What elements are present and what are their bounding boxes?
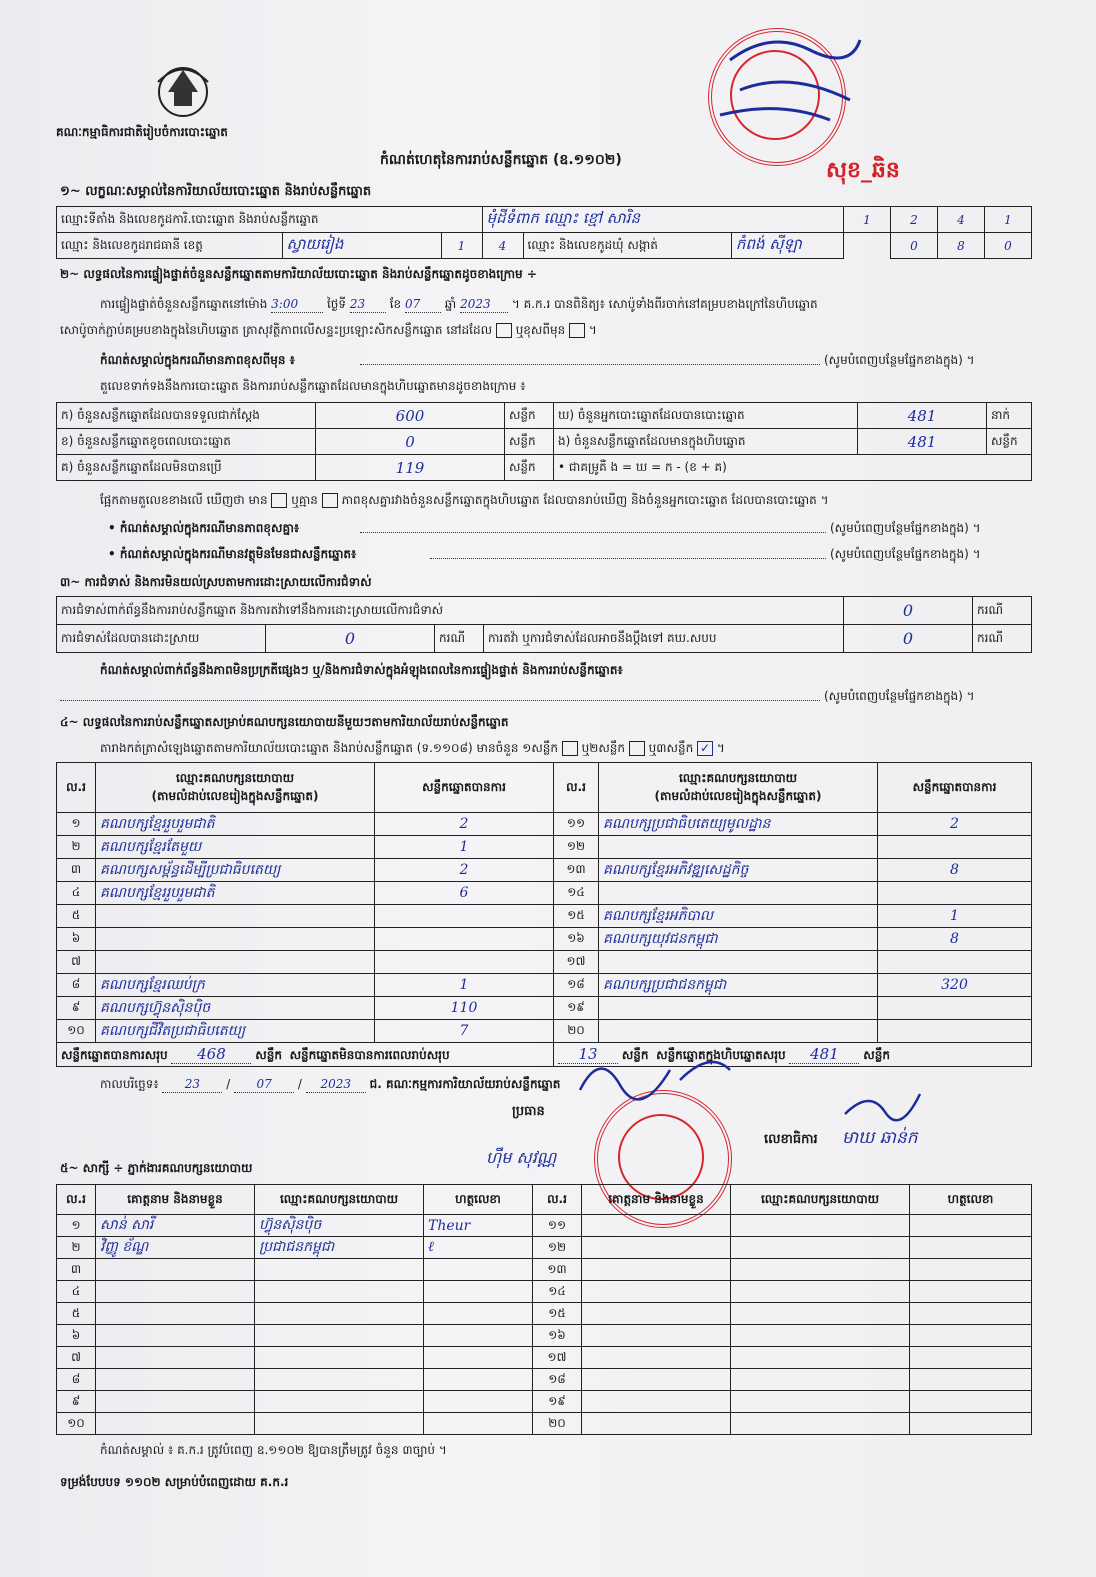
witness-party-r bbox=[731, 1325, 910, 1347]
col-party-r-subtitle: (តាមលំដាប់លេខរៀងក្នុងសន្លឹកឆ្នោត) bbox=[654, 788, 822, 803]
count-a-label: ក) ចំនួនសន្លឹកឆ្នោតដែលបានទទួលជាក់ស្តែង bbox=[57, 403, 316, 429]
results-row bbox=[57, 905, 1032, 928]
province-value: ស្វាយរៀង bbox=[282, 233, 441, 259]
total-valid-value: 468 bbox=[171, 1045, 251, 1064]
result-party-r bbox=[599, 882, 878, 905]
witness-no: ៣ bbox=[57, 1259, 96, 1281]
province-code-2: 4 bbox=[482, 233, 523, 259]
witness-no: ៤ bbox=[57, 1281, 96, 1303]
form-footer: ទម្រង់បែបបទ ១១០២ សម្រាប់បំពេញដោយ គ.ក.រ bbox=[60, 1475, 289, 1489]
result-no: ៦ bbox=[57, 928, 96, 951]
top-signature bbox=[700, 20, 880, 140]
witness-name-r bbox=[582, 1215, 731, 1237]
sec1-heading: ១~ លក្ខណៈសម្គាល់នៃការិយាល័យបោះឆ្នោត និងរាប់សន្លឹកឆ្នោត bbox=[60, 184, 372, 199]
witness-no: ១០ bbox=[57, 1413, 96, 1435]
objections-unit: ករណី bbox=[973, 597, 1032, 625]
witness-party-r bbox=[731, 1369, 910, 1391]
result-no-r: ១៤ bbox=[554, 882, 599, 905]
result-votes: 2 bbox=[375, 813, 554, 836]
station-code-3: 4 bbox=[938, 207, 985, 233]
result-no: ៣ bbox=[57, 859, 96, 882]
para1-year-label: ឆ្នាំ bbox=[444, 297, 457, 311]
witness-no: ២ bbox=[57, 1237, 96, 1259]
station-table bbox=[56, 206, 1032, 259]
witness-row bbox=[57, 1215, 1032, 1237]
year-value: 2023 bbox=[460, 296, 508, 313]
witness-party bbox=[255, 1259, 424, 1281]
witness-no-r: ១៦ bbox=[533, 1325, 582, 1347]
bullet1-line bbox=[360, 532, 826, 533]
witness-no: ៨ bbox=[57, 1369, 96, 1391]
witness-no-r: ១៧ bbox=[533, 1347, 582, 1369]
appeal-unit: ករណី bbox=[973, 625, 1032, 653]
result-votes-r bbox=[878, 997, 1032, 1020]
witness-name bbox=[96, 1369, 255, 1391]
result-party-r: គណបក្សខ្មែរអភិវឌ្ឍសេដ្ឋកិច្ច bbox=[599, 859, 878, 882]
witness-row bbox=[57, 1303, 1032, 1325]
org-name: គណៈកម្មាធិការជាតិរៀបចំការបោះឆ្នោត bbox=[56, 125, 228, 139]
fill-more-1: (សូមបំពេញបន្ថែមផ្នែកខាងក្នុង) ។ bbox=[824, 353, 975, 367]
result-votes bbox=[375, 928, 554, 951]
witness-name-r bbox=[582, 1413, 731, 1435]
station-value: មុំដីទំពាក ឈ្មោះ ខ្មៅ សារិន bbox=[482, 207, 844, 233]
witness-signature-r bbox=[910, 1347, 1032, 1369]
result-votes-r: 1 bbox=[878, 905, 1032, 928]
w-col-sig: ហត្ថលេខា bbox=[424, 1185, 533, 1215]
witness-name bbox=[96, 1347, 255, 1369]
sec3-heading: ៣~ ការជំទាស់ និងការមិនយល់ស្របតាមការដោះស្រាយលើការជំទាស់ bbox=[60, 575, 372, 589]
result-party: គណបក្សខ្មែរឈប់ក្រ bbox=[96, 974, 375, 997]
col-votes: សន្លឹកឆ្នោតបានការ bbox=[375, 763, 554, 813]
witness-signature-r bbox=[910, 1325, 1032, 1347]
count-c-label: គ) ចំនួនសន្លឹកឆ្នោតដែលមិនបានប្រើ bbox=[57, 455, 316, 481]
nec-logo bbox=[148, 52, 218, 120]
witness-name bbox=[96, 1303, 255, 1325]
witness-row bbox=[57, 1391, 1032, 1413]
president-label: ប្រធាន bbox=[512, 1104, 545, 1119]
result-votes bbox=[375, 905, 554, 928]
committee-label: ជ. គណៈកម្មការការិយាល័យរាប់សន្លឹកឆ្នោត bbox=[369, 1077, 561, 1091]
witness-signature bbox=[424, 1259, 533, 1281]
province-label: ឈ្មោះ និងលេខកូដរាជធានី ខេត្ត bbox=[57, 233, 283, 259]
objections-label: ការជំទាស់ពាក់ព័ន្ធនឹងការរាប់សន្លឹកឆ្នោត និងការតវ៉ាទៅនឹងការដោះស្រាយលើការជំទាស់ bbox=[57, 597, 844, 625]
para1-text-a: ការផ្ទៀងផ្ទាត់ចំនួនសន្លឹកឆ្នោតនៅម៉ោង bbox=[100, 297, 268, 311]
witness-party-r bbox=[731, 1413, 910, 1435]
result-party-r: គណបក្សយុវជនកម្ពុជា bbox=[599, 928, 878, 951]
count-d-value: 481 bbox=[858, 403, 987, 429]
total-box-value: 481 bbox=[789, 1045, 859, 1064]
result-party: គណបក្សជីវិតប្រជាធិបតេយ្យ bbox=[96, 1020, 375, 1043]
witness-name-r bbox=[582, 1237, 731, 1259]
witness-no-r: ១៣ bbox=[533, 1259, 582, 1281]
intro-two: ឬ២សន្លឹក bbox=[581, 741, 626, 755]
total-valid-label: សន្លឹកឆ្នោតបានការសរុប bbox=[61, 1047, 168, 1062]
result-no: ៧ bbox=[57, 951, 96, 974]
sec5-note: កំណត់សម្គាល់ ៖ គ.ក.រ ត្រូវបំពេញ ឧ.១១០២ ឱ្យបានត្រឹមត្រូវ ចំនួន ៣ច្បាប់ ។ bbox=[100, 1443, 447, 1457]
witness-body bbox=[57, 1215, 1032, 1435]
w-col-party-r: ឈ្មោះគណបក្សនយោបាយ bbox=[731, 1185, 910, 1215]
corner-note: សុខ_ឆិន bbox=[826, 158, 900, 183]
president-signature bbox=[560, 1040, 760, 1110]
commune-code-2: 8 bbox=[938, 233, 985, 259]
para2-or: ឬខុសពីមុន bbox=[515, 323, 566, 337]
witness-party-r bbox=[731, 1215, 910, 1237]
count-c-value: 119 bbox=[316, 455, 505, 481]
results-row bbox=[57, 951, 1032, 974]
witness-party-r bbox=[731, 1237, 910, 1259]
result-votes-r: 8 bbox=[878, 928, 1032, 951]
commune-code-1: 0 bbox=[891, 233, 938, 259]
witness-name bbox=[96, 1413, 255, 1435]
witness-row bbox=[57, 1413, 1032, 1435]
result-no: ១ bbox=[57, 813, 96, 836]
result-votes-r bbox=[878, 1020, 1032, 1043]
witness-name bbox=[96, 1281, 255, 1303]
witness-party: ហ៊្វុនស៊ិនប៉ិច bbox=[255, 1215, 424, 1237]
secretary-name: មាឃ ឆាន់ក bbox=[842, 1128, 918, 1148]
date-year: 2023 bbox=[306, 1076, 366, 1093]
witness-party-r bbox=[731, 1391, 910, 1413]
result-no-r: ១៥ bbox=[554, 905, 599, 928]
station-code-4: 1 bbox=[985, 207, 1032, 233]
witness-signature bbox=[424, 1369, 533, 1391]
count-b-value: 0 bbox=[316, 429, 505, 455]
result-votes: 2 bbox=[375, 859, 554, 882]
result-no-r: ១៩ bbox=[554, 997, 599, 1020]
witness-signature-r bbox=[910, 1303, 1032, 1325]
result-party-r bbox=[599, 836, 878, 859]
witness-party bbox=[255, 1325, 424, 1347]
para4-text-b: ឬគ្មាន bbox=[291, 493, 318, 507]
count-e-label: ង) ចំនួនសន្លឹកឆ្នោតដែលមានក្នុងហិបឆ្នោត bbox=[554, 429, 858, 455]
witness-name-r bbox=[582, 1259, 731, 1281]
commune-label: ឈ្មោះ និងលេខកូដឃុំ សង្កាត់ bbox=[523, 233, 731, 259]
witness-name: សាន់ សារី bbox=[96, 1215, 255, 1237]
witness-party: ប្រជាជនកម្ពុជា bbox=[255, 1237, 424, 1259]
witness-signature-r bbox=[910, 1413, 1032, 1435]
resolved-unit: ករណី bbox=[435, 625, 484, 653]
result-votes: 1 bbox=[375, 974, 554, 997]
witness-signature-r bbox=[910, 1369, 1032, 1391]
three-sheet-checkbox[interactable]: ✓ bbox=[697, 741, 713, 756]
commune-code-3: 0 bbox=[985, 233, 1032, 259]
total-invalid-label: សន្លឹកឆ្នោតមិនបានការពេលរាប់សរុប bbox=[289, 1047, 450, 1062]
count-c-unit: សន្លឹក bbox=[505, 455, 554, 481]
result-no: ៥ bbox=[57, 905, 96, 928]
has-diff-checkbox[interactable] bbox=[271, 493, 287, 508]
resolved-value: 0 bbox=[266, 625, 435, 653]
station-code-2: 2 bbox=[891, 207, 938, 233]
count-e-unit: សន្លឹក bbox=[987, 429, 1032, 455]
sec4-heading: ៤~ លទ្ធផលនៃការរាប់សន្លឹកឆ្នោតសម្រាប់គណបក្សនយោបាយនីមួយៗតាមការិយាល័យរាប់សន្លឹកឆ្នោត bbox=[60, 715, 509, 729]
sec2-para2: សោប៉ូចាក់ភ្ជាប់គម្របខាងក្នុងនៃហិបឆ្នោត ត្រាសុវត្ថិភាពលើសន្ទះប្រឡោះសិកសន្លឹកឆ្នោត នៅដដែល ឬខុសពីមុន ។ bbox=[60, 323, 597, 337]
secretary-signature bbox=[840, 1084, 930, 1124]
formula: • ជាគម្រូគឺ ង = ឃ = ក - (ខ + គ) bbox=[554, 455, 1032, 481]
witness-no: ៩ bbox=[57, 1391, 96, 1413]
witness-signature: Theur bbox=[424, 1215, 533, 1237]
president-name: ហ៊ឹម សុវណ្ណ bbox=[486, 1148, 557, 1167]
time-value: 3:00 bbox=[271, 296, 323, 313]
para1-day-label: ថ្ងៃទី bbox=[327, 297, 347, 311]
fill-more-3: (សូមបំពេញបន្ថែមផ្នែកខាងក្នុង) ។ bbox=[830, 547, 981, 561]
witness-signature-r bbox=[910, 1237, 1032, 1259]
result-party: គណបក្សខ្មែររួបរួមជាតិ bbox=[96, 813, 375, 836]
witness-name-r bbox=[582, 1347, 731, 1369]
count-b-unit: សន្លឹក bbox=[505, 429, 554, 455]
result-no: ២ bbox=[57, 836, 96, 859]
col-no-r: ល.រ bbox=[554, 763, 599, 813]
date-day: 23 bbox=[162, 1076, 222, 1093]
w-col-sig-r: ហត្ថលេខា bbox=[910, 1185, 1032, 1215]
witness-party-r bbox=[731, 1259, 910, 1281]
witness-row bbox=[57, 1281, 1032, 1303]
result-votes: 6 bbox=[375, 882, 554, 905]
result-votes-r: 8 bbox=[878, 859, 1032, 882]
sec2-para4 bbox=[100, 492, 829, 508]
w-col-party: ឈ្មោះគណបក្សនយោបាយ bbox=[255, 1185, 424, 1215]
station-code-1: 1 bbox=[844, 207, 891, 233]
w-col-no: ល.រ bbox=[57, 1185, 96, 1215]
witness-party-r bbox=[731, 1303, 910, 1325]
note1: កំណត់សម្គាល់ក្នុងករណីមានភាពខុសពីមុន ៖ bbox=[100, 353, 295, 367]
witness-signature bbox=[424, 1281, 533, 1303]
col-party-subtitle: (តាមលំដាប់លេខរៀងក្នុងសន្លឹកឆ្នោត) bbox=[151, 788, 319, 803]
witness-row bbox=[57, 1259, 1032, 1281]
col-party bbox=[96, 763, 375, 813]
result-party bbox=[96, 951, 375, 974]
para1-month-label: ខែ bbox=[389, 297, 402, 311]
witness-name bbox=[96, 1259, 255, 1281]
objection-table bbox=[56, 596, 1032, 653]
count-b-label: ខ) ចំនួនសន្លឹកឆ្នោតខូចពេលបោះឆ្នោត bbox=[57, 429, 316, 455]
witness-no: ៧ bbox=[57, 1347, 96, 1369]
count-a-value: 600 bbox=[316, 403, 505, 429]
witness-row bbox=[57, 1369, 1032, 1391]
witness-name-r bbox=[582, 1281, 731, 1303]
witness-name bbox=[96, 1391, 255, 1413]
intro-text: តារាងកត់ត្រាសំឡេងឆ្នោតតាមការិយាល័យបោះឆ្នោត និងរាប់សន្លឹកឆ្នោត (ទ.១១០៨) មានចំនួន ១សន្លឹក bbox=[100, 741, 558, 755]
count-d-label: ឃ) ចំនួនអ្នកបោះឆ្នោតដែលបានបោះឆ្នោត bbox=[554, 403, 858, 429]
witness-name bbox=[96, 1325, 255, 1347]
result-no-r: ១២ bbox=[554, 836, 599, 859]
month-value: 07 bbox=[405, 296, 441, 313]
commune-value: កំពង់ ស៊ីឡា bbox=[731, 233, 843, 259]
fill-more-4: (សូមបំពេញបន្ថែមផ្នែកខាងក្នុង) ។ bbox=[824, 689, 975, 703]
result-no-r: ១១ bbox=[554, 813, 599, 836]
result-party: គណបក្សខ្មែររួបរួមជាតិ bbox=[96, 882, 375, 905]
witness-no: ៥ bbox=[57, 1303, 96, 1325]
witness-name-r bbox=[582, 1303, 731, 1325]
witness-signature: ℓ bbox=[424, 1237, 533, 1259]
result-party-r: គណបក្សប្រជាជនកម្ពុជា bbox=[599, 974, 878, 997]
witness-signature bbox=[424, 1347, 533, 1369]
result-no: ៨ bbox=[57, 974, 96, 997]
count-e-value: 481 bbox=[858, 429, 987, 455]
witness-signature bbox=[424, 1303, 533, 1325]
results-body bbox=[57, 813, 1032, 1043]
fill-more-2: (សូមបំពេញបន្ថែមផ្នែកខាងក្នុង) ។ bbox=[830, 521, 981, 535]
results-row bbox=[57, 928, 1032, 951]
result-votes-r bbox=[878, 951, 1032, 974]
bullet1: • កំណត់សម្គាល់ក្នុងករណីមានភាពខុសគ្នា៖ bbox=[108, 521, 300, 535]
result-party: គណបក្សហ៊្វុនស៊ិនប៉ិច bbox=[96, 997, 375, 1020]
witness-name: វិញ្ញូ ខ័ណ្ឌ bbox=[96, 1237, 255, 1259]
witness-party bbox=[255, 1281, 424, 1303]
witness-party-r bbox=[731, 1281, 910, 1303]
result-party: គណបក្សខ្មែរតែមួយ bbox=[96, 836, 375, 859]
date-month: 07 bbox=[234, 1076, 294, 1093]
form-title: កំណត់ហេតុនៃការរាប់សន្លឹកឆ្នោត (ឧ.១១០២) bbox=[380, 152, 622, 168]
result-party-r bbox=[599, 997, 878, 1020]
note1-line bbox=[360, 364, 820, 365]
witness-party bbox=[255, 1413, 424, 1435]
result-votes bbox=[375, 951, 554, 974]
no-diff-checkbox[interactable] bbox=[322, 493, 338, 508]
sec4-intro: តារាងកត់ត្រាសំឡេងឆ្នោតតាមការិយាល័យបោះឆ្នោត និងរាប់សន្លឹកឆ្នោត (ទ.១១០៨) មានចំនួន ១សន្លឹក ឬ២សន្លឹក ឬ៣សន្លឹក ✓ ។ bbox=[100, 741, 725, 755]
results-row bbox=[57, 859, 1032, 882]
results-row bbox=[57, 1020, 1032, 1043]
total-box-label: សន្លឹកឆ្នោតក្នុងហិបឆ្នោតសរុប bbox=[656, 1047, 786, 1062]
col-no: ល.រ bbox=[57, 763, 96, 813]
appeal-value: 0 bbox=[844, 625, 973, 653]
witness-signature bbox=[424, 1391, 533, 1413]
result-no: ៤ bbox=[57, 882, 96, 905]
results-row bbox=[57, 882, 1032, 905]
sec2-para1 bbox=[100, 296, 818, 313]
intro-three: ឬ៣សន្លឹក bbox=[648, 741, 694, 755]
result-party-r: គណបក្សខ្មែរអភិបាល bbox=[599, 905, 878, 928]
witness-signature-r bbox=[910, 1259, 1032, 1281]
result-no: ៩ bbox=[57, 997, 96, 1020]
result-no-r: ២០ bbox=[554, 1020, 599, 1043]
para2-text: សោប៉ូចាក់ភ្ជាប់គម្របខាងក្នុងនៃហិបឆ្នោត ត្រាសុវត្ថិភាពលើសន្ទះប្រឡោះសិកសន្លឹកឆ្នោត នៅដដែល bbox=[60, 323, 493, 337]
total-valid bbox=[57, 1043, 554, 1067]
sec2-para3: តួលេខទាក់ទងនឹងការបោះឆ្នោត និងការរាប់សន្លឹកឆ្នោតដែលមានក្នុងហិបឆ្នោតមានដូចខាងក្រោម ៖ bbox=[100, 379, 526, 393]
w-col-name: គោត្តនាម និងនាមខ្លួន bbox=[96, 1185, 255, 1215]
witness-party bbox=[255, 1303, 424, 1325]
witness-no-r: ១២ bbox=[533, 1237, 582, 1259]
result-no-r: ១៣ bbox=[554, 859, 599, 882]
result-votes: 7 bbox=[375, 1020, 554, 1043]
witness-no-r: ១៤ bbox=[533, 1281, 582, 1303]
witness-signature bbox=[424, 1413, 533, 1435]
province-code-1: 1 bbox=[441, 233, 482, 259]
witness-name-r bbox=[582, 1325, 731, 1347]
results-row bbox=[57, 836, 1032, 859]
result-votes-r bbox=[878, 882, 1032, 905]
witness-name-r bbox=[582, 1369, 731, 1391]
sec3-note: កំណត់សម្គាល់ពាក់ព័ន្ធនឹងភាពមិនប្រក្រតីផ្សេងៗ ឬ/និងការជំទាស់ក្នុងអំឡុងពេលនៃការផ្ទៀងផ្ទាត់ និងការរាប់សន្លឹកឆ្នោត៖ bbox=[100, 663, 623, 677]
result-party bbox=[96, 905, 375, 928]
bullet2: • កំណត់សម្គាល់ក្នុងករណីមានវត្ថុមិនមែនជាសន្លឹកឆ្នោត៖ bbox=[108, 547, 357, 561]
result-party-r bbox=[599, 951, 878, 974]
witness-no: ៦ bbox=[57, 1325, 96, 1347]
witness-table bbox=[56, 1184, 1032, 1435]
witness-signature bbox=[424, 1325, 533, 1347]
para1-text-b: ។ គ.ក.រ បានពិនិត្យ៖ សោប៉ូទាំងពីរចាក់នៅគម្របខាងក្រៅនៃហិបឆ្នោត bbox=[511, 297, 818, 311]
sec5-heading: ៥~ សាក្សី ÷ ភ្នាក់ងារគណបក្សនយោបាយ bbox=[60, 1161, 253, 1175]
bullet2-line bbox=[430, 558, 826, 559]
witness-signature-r bbox=[910, 1281, 1032, 1303]
witness-no-r: ១៥ bbox=[533, 1303, 582, 1325]
witness-signature-r bbox=[910, 1215, 1032, 1237]
para4-text-a: ផ្អែកតាមតួលេខខាងលើ ឃើញថា មាន bbox=[100, 493, 268, 507]
para4-text-c: ភាពខុសគ្នារវាងចំនួនសន្លឹកឆ្នោតក្នុងហិបឆ្នោត ដែលបានរាប់ឃើញ និងចំនួនអ្នកបោះឆ្នោត ដែលបានបោះឆ្នោត ។ bbox=[341, 493, 829, 507]
witness-party bbox=[255, 1369, 424, 1391]
witness-party-r bbox=[731, 1347, 910, 1369]
witness-row bbox=[57, 1347, 1032, 1369]
result-party: គណបក្សសម្ព័ន្ធដើម្បីប្រជាធិបតេយ្យ bbox=[96, 859, 375, 882]
total-box-unit: សន្លឹក bbox=[863, 1047, 890, 1062]
sec3-note-line bbox=[60, 700, 820, 701]
result-no-r: ១៦ bbox=[554, 928, 599, 951]
witness-row bbox=[57, 1237, 1032, 1259]
witness-party bbox=[255, 1391, 424, 1413]
sec2-heading: ២~ លទ្ធផលនៃការផ្ទៀងផ្ទាត់ចំនួនសន្លឹកឆ្នោតតាមការិយាល័យបោះឆ្នោត និងរាប់សន្លឹកឆ្នោតដូចខាងក្រោម ÷ bbox=[60, 267, 537, 281]
result-votes-r: 320 bbox=[878, 974, 1032, 997]
result-votes: 1 bbox=[375, 836, 554, 859]
date-label: កាលបរិច្ឆេទ៖ bbox=[100, 1077, 159, 1091]
result-votes-r bbox=[878, 836, 1032, 859]
secretary-label: លេខាធិការ bbox=[764, 1132, 818, 1147]
result-party bbox=[96, 928, 375, 951]
total-invalid-value: 13 bbox=[558, 1045, 618, 1064]
station-label: ឈ្មោះទីតាំង និងលេខកូដការិ.បោះឆ្នោត និងរាប់សន្លឹកឆ្នោត bbox=[57, 207, 483, 233]
results-row bbox=[57, 974, 1032, 997]
witness-no-r: ២០ bbox=[533, 1413, 582, 1435]
col-party-r bbox=[599, 763, 878, 813]
objections-value: 0 bbox=[844, 597, 973, 625]
resolved-label: ការជំទាស់ដែលបានដោះស្រាយ bbox=[57, 625, 266, 653]
witness-party bbox=[255, 1347, 424, 1369]
w-col-name-r: គោត្តនាម និងនាមខ្លួន bbox=[582, 1185, 731, 1215]
result-no-r: ១៧ bbox=[554, 951, 599, 974]
witness-no-r: ១១ bbox=[533, 1215, 582, 1237]
results-table bbox=[56, 762, 1032, 1067]
total-invalid-unit: សន្លឹក bbox=[621, 1047, 649, 1062]
two-sheet-checkbox[interactable] bbox=[629, 741, 645, 756]
results-row bbox=[57, 997, 1032, 1020]
same-checkbox[interactable] bbox=[496, 323, 512, 338]
result-votes: 110 bbox=[375, 997, 554, 1020]
date-line: កាលបរិច្ឆេទ៖ 23 / 07 / 2023 ជ. គណៈកម្មការការិយាល័យរាប់សន្លឹកឆ្នោត bbox=[100, 1077, 561, 1091]
col-party-r-title: ឈ្មោះគណបក្សនយោបាយ bbox=[678, 770, 798, 785]
counts-table bbox=[56, 402, 1032, 481]
col-party-title: ឈ្មោះគណបក្សនយោបាយ bbox=[175, 770, 295, 785]
col-votes-r: សន្លឹកឆ្នោតបានការ bbox=[878, 763, 1032, 813]
results-row bbox=[57, 813, 1032, 836]
result-votes-r: 2 bbox=[878, 813, 1032, 836]
witness-name-r bbox=[582, 1391, 731, 1413]
witness-no: ១ bbox=[57, 1215, 96, 1237]
result-no: ១០ bbox=[57, 1020, 96, 1043]
count-d-unit: នាក់ bbox=[987, 403, 1032, 429]
witness-no-r: ១៨ bbox=[533, 1369, 582, 1391]
day-value: 23 bbox=[350, 296, 386, 313]
different-checkbox[interactable] bbox=[569, 323, 585, 338]
one-sheet-checkbox[interactable] bbox=[562, 741, 578, 756]
result-no-r: ១៨ bbox=[554, 974, 599, 997]
result-party-r: គណបក្សប្រជាធិបតេយ្យមូលដ្ឋាន bbox=[599, 813, 878, 836]
total-valid-unit: សន្លឹក bbox=[255, 1047, 282, 1062]
witness-no-r: ១៩ bbox=[533, 1391, 582, 1413]
count-a-unit: សន្លឹក bbox=[505, 403, 554, 429]
witness-signature-r bbox=[910, 1391, 1032, 1413]
appeal-label: ការតវ៉ា ឬការជំទាស់ដែលអាចនឹងប្តឹងទៅ គឃ.សបប bbox=[484, 625, 844, 653]
witness-row bbox=[57, 1325, 1032, 1347]
w-col-no-r: ល.រ bbox=[533, 1185, 582, 1215]
